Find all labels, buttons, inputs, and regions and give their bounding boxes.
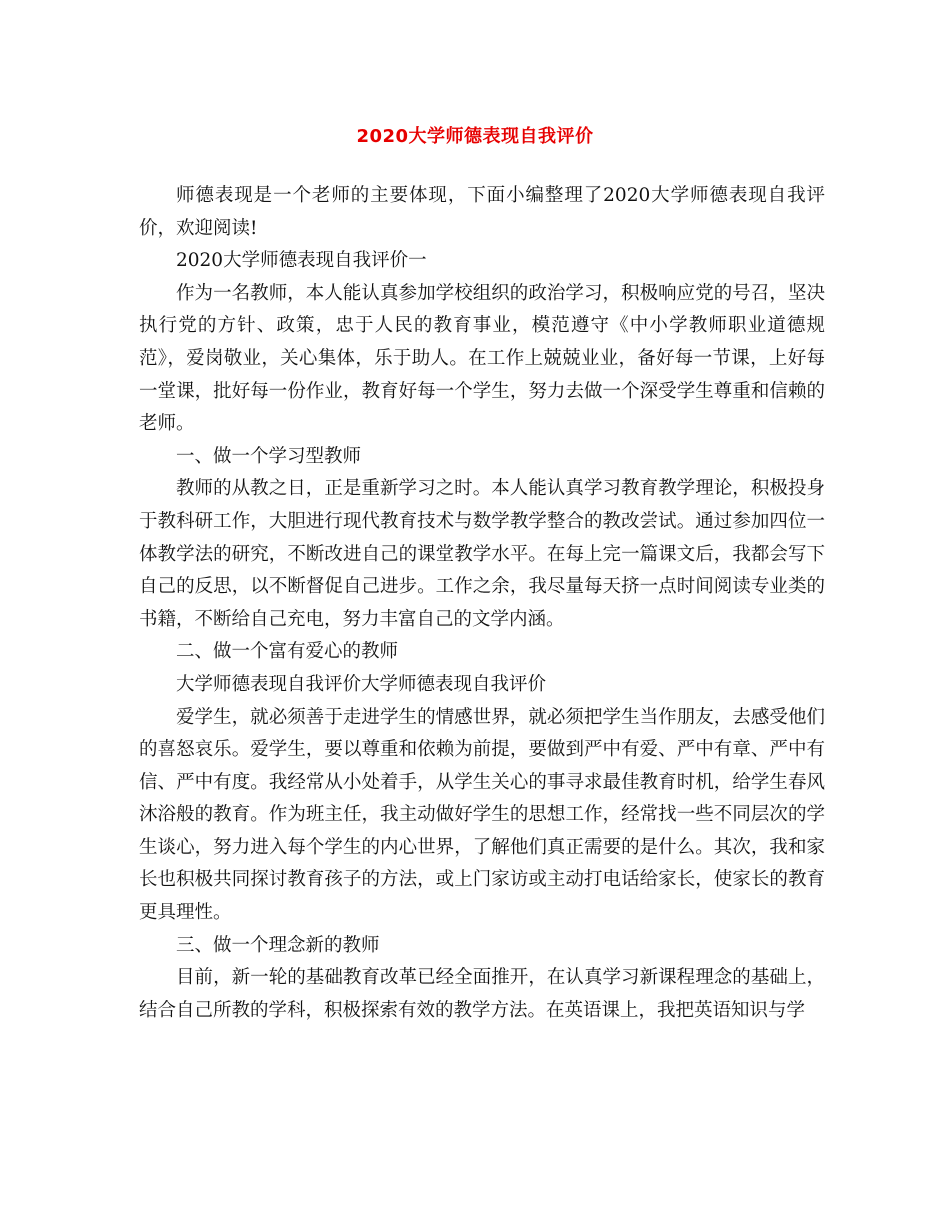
- paragraph-teacher-statement: 作为一名教师，本人能认真参加学校组织的政治学习，积极响应党的号召，坚决执行党的方针、政策，忠于人民的教育事业，模范遵守《中小学教师职业道德规范》，爱岗敬业，关心集体，乐于助人。在工作上兢兢业业，备好每一节课，上好每一堂课，批好每一份作业，教育好每一个学生，努力去做一个深受学生尊重和信赖的老师。: [139, 282, 825, 435]
- paragraph-intro: 师德表现是一个老师的主要体现，下面小编整理了2020大学师德表现自我评价，欢迎阅读!: [139, 185, 825, 239]
- document-title: 2020大学师德表现自我评价: [356, 126, 594, 147]
- section-heading-caring-teacher: 二、做一个富有爱心的教师: [176, 641, 399, 663]
- paragraph-heading-part-one: 2020大学师德表现自我评价一: [176, 250, 427, 272]
- paragraph-new-concept-teacher: 目前，新一轮的基础教育改革已经全面推开，在认真学习新课程理念的基础上，结合自己所教的学科，积极探索有效的教学方法。在英语课上，我把英语知识与学: [139, 967, 825, 1021]
- paragraph-caring-teacher: 爱学生，就必须善于走进学生的情感世界，就必须把学生当作朋友，去感受他们的喜怒哀乐。爱学生，要以尊重和依赖为前提，要做到严中有爱、严中有章、严中有信、严中有度。我经常从小处着手，从学生关心的事寻求最佳教育时机，给学生春风沐浴般的教育。作为班主任，我主动做好学生的思想工作，经常找一些不同层次的学生谈心，努力进入每个学生的内心世界，了解他们真正需要的是什么。其次，我和家长也积极共同探讨教育孩子的方法，或上门家访或主动打电话给家长，使家长的教育更具理性。: [139, 706, 825, 924]
- document-body: [139, 180, 825, 1027]
- section-heading-learning-teacher: 一、做一个学习型教师: [176, 445, 362, 467]
- paragraph-repeated-title: 大学师德表现自我评价大学师德表现自我评价: [176, 673, 547, 695]
- section-heading-new-concept-teacher: 三、做一个理念新的教师: [176, 934, 380, 956]
- paragraph-learning-teacher: 教师的从教之日，正是重新学习之时。本人能认真学习教育教学理论，积极投身于教科研工作，大胆进行现代教育技术与数学教学整合的教改尝试。通过参加四位一体教学法的研究，不断改进自己的课堂教学水平。在每上完一篇课文后，我都会写下自己的反思，以不断督促自己进步。工作之余，我尽量每天挤一点时间阅读专业类的书籍，不断给自己充电，努力丰富自己的文学内涵。: [139, 478, 825, 630]
